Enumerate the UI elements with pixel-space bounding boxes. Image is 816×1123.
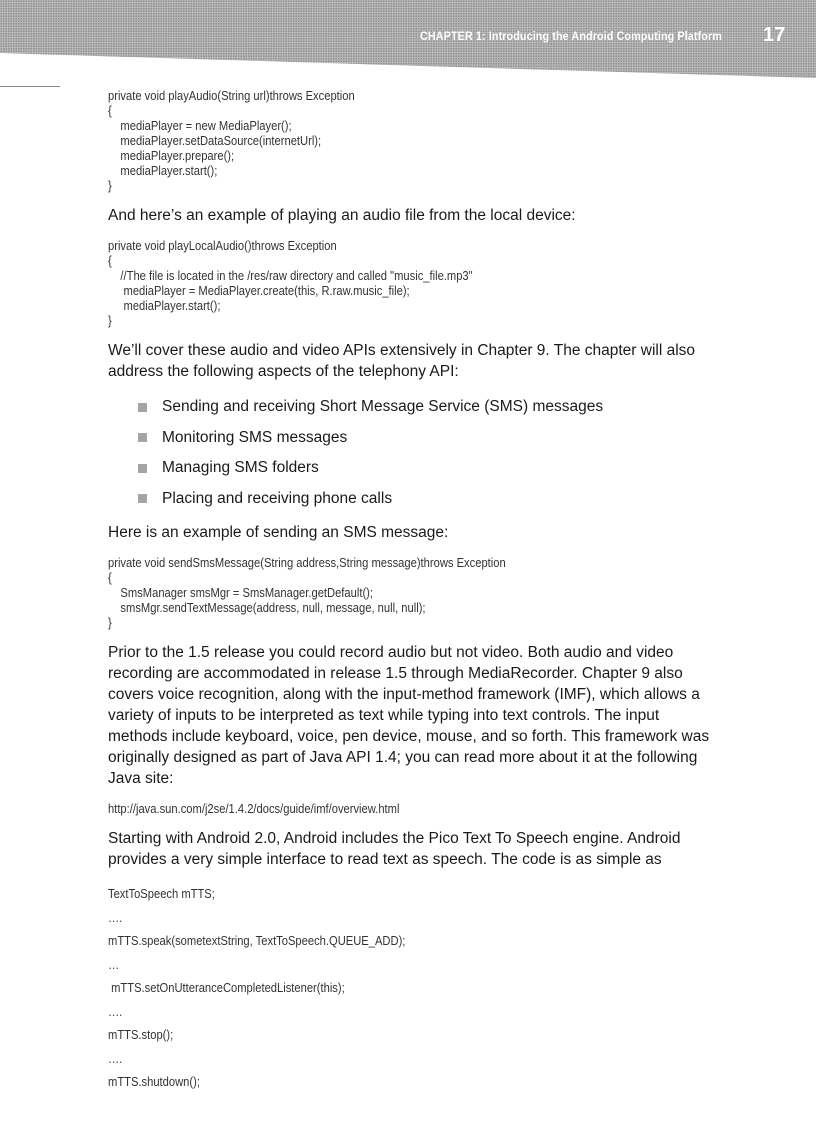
list-item: [138, 392, 718, 423]
square-bullet-icon: [138, 403, 147, 412]
paragraph-release-1-5: Prior to the 1.5 release you could record audio but not video. Both audio and video recording are accommodated in release 1.5 through MediaRecorder. Chapter 9 also covers voice recognition, along with the input-method framework (IMF), which allows a variety of inputs to be interpreted as text while typing into text controls. The input methods include keyboard, voice, pen device, mouse, and so forth. This framework was originally designed as part of Java API 1.4; you can read more about it at the following Java site:: [108, 644, 710, 787]
chapter-title: CHAPTER 1: Introducing the Android Computing Platform: [420, 29, 722, 43]
code-play-audio: private void playAudio(String url)throws Exception { mediaPlayer = new MediaPlayer(); mediaPlayer.setDataSource(internetUrl); mediaPlayer.prepare(); mediaPlayer.start(); }: [108, 88, 355, 193]
square-bullet-icon: [138, 433, 147, 442]
page-number: 17: [763, 24, 786, 46]
list-item: [138, 484, 718, 515]
telephony-bullet-list: [108, 392, 718, 514]
list-item: [138, 453, 718, 484]
paragraph-text-to-speech: Starting with Android 2.0, Android includes the Pico Text To Speech engine. Android provides a very simple interface to read text as speech. The code is as simple as: [108, 830, 681, 868]
code-text-to-speech: TextToSpeech mTTS; …. mTTS.speak(sometextString, TextToSpeech.QUEUE_ADD); … mTTS.setOnUtteranceCompletedListener(this); …. mTTS.stop(); …. mTTS.shutdown();: [108, 886, 406, 1089]
header-rule: [0, 86, 60, 87]
paragraph-chapter-9: We’ll cover these audio and video APIs extensively in Chapter 9. The chapter will also address the following aspects of the telephony API:: [108, 342, 696, 380]
list-item-text: Managing SMS folders: [162, 459, 319, 477]
list-item-text: Sending and receiving Short Message Service (SMS) messages: [162, 398, 604, 416]
code-play-local-audio: private void playLocalAudio()throws Exception { //The file is located in the /res/raw directory and called "music_file.mp3" mediaPlayer = MediaPlayer.create(this, R.raw.music_file); mediaPlayer.start(); }: [108, 238, 473, 328]
list-item-text: Monitoring SMS messages: [162, 428, 348, 446]
square-bullet-icon: [138, 494, 147, 503]
list-item-text: Placing and receiving phone calls: [162, 489, 393, 507]
page-content: [108, 88, 718, 1094]
paragraph-sms-example: Here is an example of sending an SMS message:: [108, 524, 449, 541]
square-bullet-icon: [138, 464, 147, 473]
code-imf-url: http://java.sun.com/j2se/1.4.2/docs/guide/imf/overview.html: [108, 801, 400, 816]
code-send-sms: private void sendSmsMessage(String address,String message)throws Exception { SmsManager smsMgr = SmsManager.getDefault(); smsMgr.sendTextMessage(address, null, message, null, null); }: [108, 555, 506, 630]
list-item: [138, 423, 718, 454]
paragraph-local-audio: And here’s an example of playing an audio file from the local device:: [108, 207, 576, 224]
